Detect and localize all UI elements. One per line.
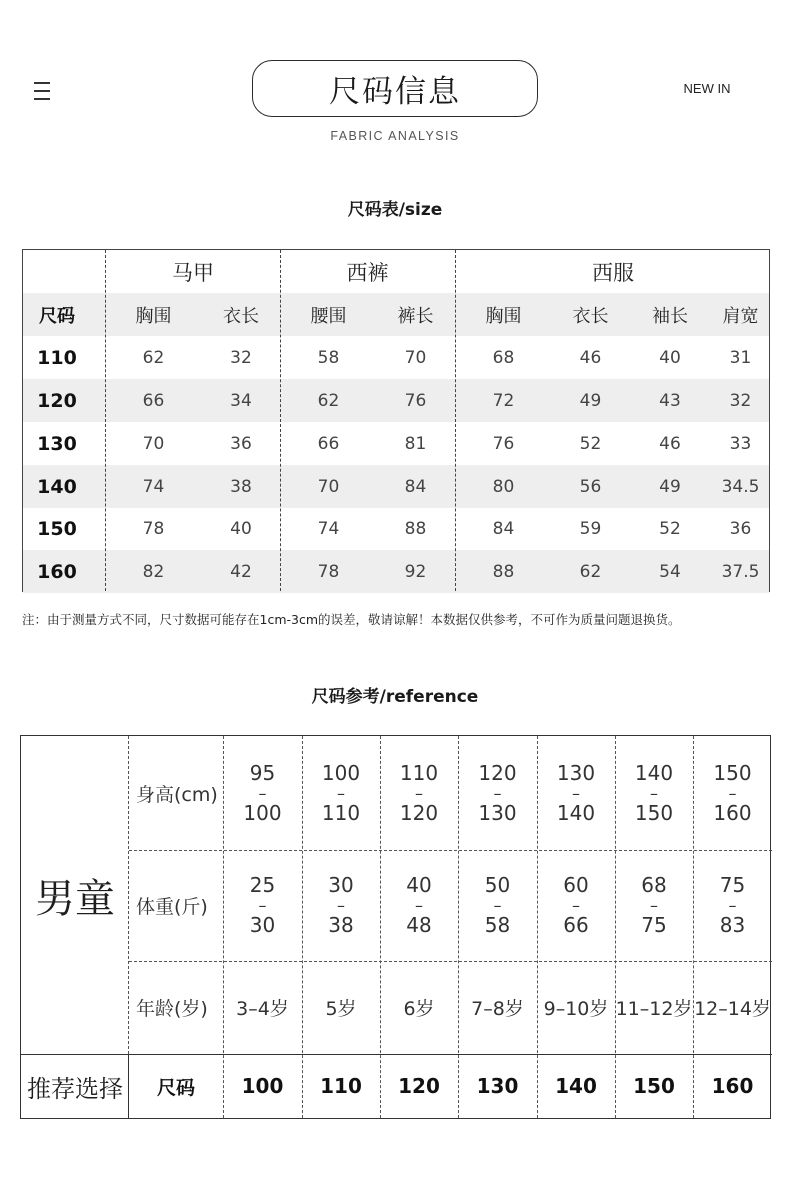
height-range-max: 110 (321, 800, 361, 825)
column-header-trouser-length: 裤长 (397, 305, 434, 327)
weight-range (223, 850, 302, 961)
range-dash: – (258, 783, 267, 803)
recommended-size: 120 (398, 1074, 440, 1098)
recommended-size: 100 (241, 1074, 284, 1098)
size-row-label: 120 (37, 389, 77, 412)
size-value-vest-length: 38 (230, 476, 252, 497)
size-value-suit-shoulder: 31 (729, 347, 752, 368)
size-value-suit-shoulder: 36 (729, 518, 752, 539)
range-dash: – (415, 896, 423, 915)
reference-section-title: 尺码参考/reference (311, 687, 479, 707)
size-value-trouser-length: 88 (404, 518, 427, 539)
age-range: 9–10岁 (543, 998, 609, 1020)
recommend-label: 推荐选择 (27, 1074, 123, 1103)
size-value-vest-chest: 66 (142, 390, 165, 411)
column-header-suit-chest: 胸围 (485, 305, 522, 327)
group-header-trousers: 西裤 (346, 260, 389, 285)
weight-range-min: 50 (484, 873, 511, 897)
size-value-suit-sleeve: 49 (659, 476, 681, 497)
range-dash: – (415, 783, 423, 803)
height-range-min: 95 (249, 760, 276, 785)
size-value-trouser-length: 70 (404, 347, 427, 368)
range-dash: – (650, 896, 658, 915)
weight-range-max: 66 (563, 913, 589, 937)
height-range-min: 110 (399, 760, 439, 785)
size-value-suit-length: 56 (579, 476, 602, 497)
size-value-suit-shoulder: 33 (729, 433, 752, 454)
size-value-vest-length: 36 (230, 433, 252, 454)
size-value-vest-length: 34 (230, 390, 252, 411)
height-range-min: 150 (713, 760, 752, 785)
column-header-suit-length: 衣长 (572, 305, 609, 327)
weight-range-max: 30 (249, 913, 276, 937)
size-value-trouser-waist: 70 (317, 476, 340, 497)
size-value-suit-length: 62 (579, 561, 602, 582)
weight-range (693, 850, 772, 961)
size-value-suit-chest: 76 (492, 433, 515, 454)
size-value-suit-length: 46 (579, 347, 602, 368)
size-value-trouser-waist: 74 (317, 518, 340, 539)
range-dash: – (337, 896, 345, 915)
height-range (537, 736, 615, 850)
height-range (458, 736, 537, 850)
page-subtitle: FABRIC ANALYSIS (330, 129, 460, 143)
size-value-vest-chest: 62 (142, 347, 165, 368)
age-range: 7–8岁 (471, 998, 524, 1020)
range-dash: – (728, 896, 737, 915)
size-column-header: 尺码 (39, 305, 75, 327)
height-row-label: 身高(cm) (136, 783, 218, 806)
size-value-trouser-waist: 78 (317, 561, 340, 582)
new-in-link[interactable]: NEW IN (683, 81, 731, 96)
age-range: 12–14岁 (694, 998, 771, 1020)
weight-range-max: 58 (484, 913, 511, 937)
age-row-label: 年龄(岁) (136, 998, 208, 1020)
size-value-trouser-waist: 66 (317, 433, 340, 454)
weight-range-min: 25 (249, 873, 276, 897)
height-range-max: 150 (634, 800, 674, 825)
size-value-trouser-waist: 62 (317, 390, 340, 411)
size-row-label: 150 (37, 517, 77, 540)
size-value-vest-chest: 70 (142, 433, 165, 454)
column-header-suit-sleeve: 袖长 (652, 305, 688, 327)
range-dash: – (572, 783, 580, 803)
range-dash: – (650, 783, 658, 803)
size-row-label: 140 (37, 475, 77, 498)
weight-range-max: 83 (719, 913, 746, 937)
height-range-max: 120 (399, 800, 439, 825)
height-range-max: 140 (556, 800, 596, 825)
column-header-vest-length: 衣长 (223, 305, 259, 327)
size-value-suit-chest: 84 (492, 518, 515, 539)
column-header-vest-chest: 胸围 (135, 305, 172, 327)
weight-range-min: 68 (641, 873, 667, 897)
reference-table (20, 735, 771, 1119)
weight-range (537, 850, 615, 961)
size-value-suit-length: 52 (579, 433, 602, 454)
size-value-suit-shoulder: 37.5 (721, 561, 760, 582)
range-dash: – (493, 896, 502, 915)
size-value-suit-chest: 80 (492, 476, 515, 497)
recommended-size: 150 (633, 1074, 675, 1098)
height-range-max: 130 (478, 800, 517, 825)
size-value-trouser-length: 76 (404, 390, 427, 411)
height-range-min: 130 (556, 760, 596, 785)
size-value-suit-length: 59 (579, 518, 602, 539)
size-value-suit-sleeve: 52 (659, 518, 681, 539)
weight-range-max: 75 (641, 913, 667, 937)
weight-range (615, 850, 693, 961)
weight-range-min: 40 (406, 873, 432, 897)
weight-row-label: 体重(斤) (136, 896, 208, 918)
weight-range-min: 60 (563, 873, 589, 897)
menu-icon[interactable] (34, 82, 50, 100)
recommended-size: 160 (711, 1074, 754, 1098)
height-range (693, 736, 772, 850)
size-row-label: 130 (37, 432, 77, 455)
range-dash: – (258, 896, 267, 915)
height-range-max: 100 (243, 800, 282, 825)
size-value-vest-length: 42 (230, 561, 252, 582)
height-range (302, 736, 380, 850)
size-value-vest-length: 32 (230, 347, 252, 368)
page-title: 尺码信息 (252, 60, 538, 117)
age-range: 5岁 (325, 998, 357, 1020)
height-range (223, 736, 302, 850)
height-range-max: 160 (713, 800, 752, 825)
age-range: 6岁 (403, 998, 435, 1020)
size-row-label: 尺码 (156, 1076, 195, 1099)
size-value-suit-sleeve: 43 (659, 390, 681, 411)
size-value-suit-chest: 88 (492, 561, 515, 582)
height-range (380, 736, 458, 850)
size-value-trouser-waist: 58 (317, 347, 340, 368)
size-value-trouser-length: 84 (404, 476, 427, 497)
size-row-label: 110 (37, 346, 77, 369)
size-value-suit-shoulder: 32 (729, 390, 752, 411)
weight-range-max: 38 (328, 913, 354, 937)
weight-range-min: 30 (328, 873, 354, 897)
column-header-trouser-waist: 腰围 (310, 305, 347, 327)
size-value-vest-length: 40 (230, 518, 252, 539)
group-header-vest: 马甲 (172, 260, 214, 285)
size-value-suit-shoulder: 34.5 (721, 476, 760, 497)
size-value-trouser-length: 81 (404, 433, 427, 454)
group-header-suit: 西服 (592, 260, 634, 285)
size-value-vest-chest: 78 (142, 518, 165, 539)
age-range: 11–12岁 (615, 998, 693, 1020)
size-value-suit-length: 49 (579, 390, 602, 411)
recommended-size: 110 (320, 1074, 362, 1098)
size-value-suit-sleeve: 54 (659, 561, 681, 582)
category-boys: 男童 (35, 875, 115, 922)
size-value-trouser-length: 92 (404, 561, 427, 582)
size-table (22, 249, 770, 592)
age-range: 3–4岁 (236, 998, 289, 1020)
weight-range (458, 850, 537, 961)
size-row-label: 160 (37, 560, 77, 583)
weight-range (302, 850, 380, 961)
range-dash: – (572, 896, 580, 915)
size-value-suit-chest: 68 (492, 347, 515, 368)
size-section-title: 尺码表/size (347, 200, 443, 220)
height-range-min: 140 (634, 760, 674, 785)
height-range-min: 100 (321, 760, 361, 785)
range-dash: – (728, 783, 737, 803)
recommended-size: 140 (555, 1074, 597, 1098)
size-value-suit-chest: 72 (492, 390, 515, 411)
range-dash: – (493, 783, 502, 803)
size-value-suit-sleeve: 46 (659, 433, 681, 454)
size-value-suit-sleeve: 40 (659, 347, 681, 368)
weight-range (380, 850, 458, 961)
weight-range-max: 48 (406, 913, 432, 937)
height-range (615, 736, 693, 850)
weight-range-min: 75 (719, 873, 746, 897)
size-value-vest-chest: 82 (142, 561, 165, 582)
height-range-min: 120 (478, 760, 517, 785)
recommended-size: 130 (476, 1074, 519, 1098)
size-value-vest-chest: 74 (142, 476, 165, 497)
range-dash: – (337, 783, 345, 803)
column-header-suit-shoulder: 肩宽 (722, 305, 759, 327)
size-disclaimer-note: 注：由于测量方式不同，尺寸数据可能存在1cm-3cm的误差，敬请谅解！本数据仅供参考，不可作为质量问题退换货。 (22, 612, 681, 627)
